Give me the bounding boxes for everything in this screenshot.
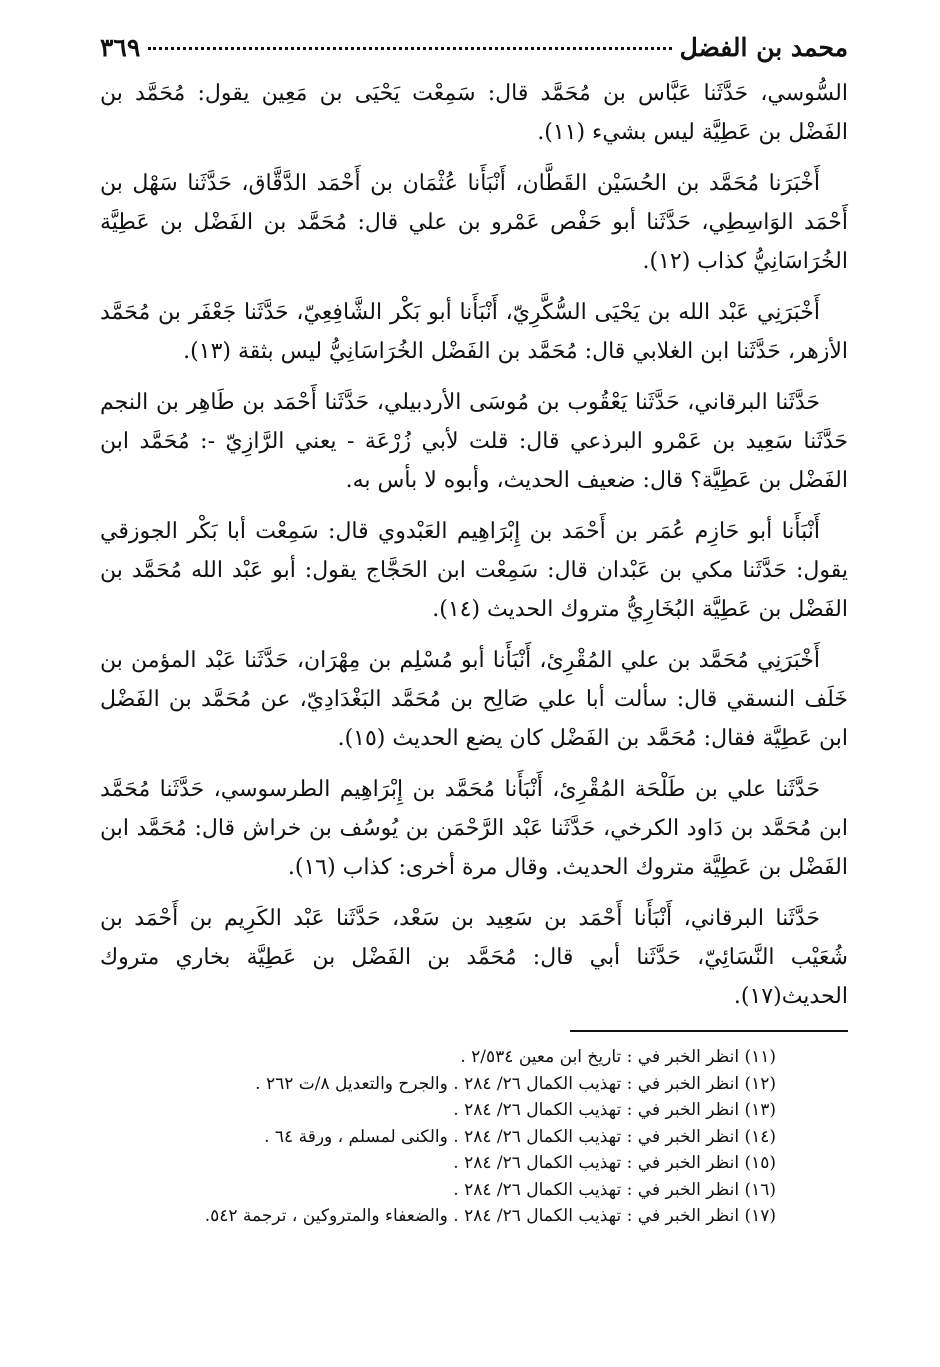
footnote-separator: [570, 1030, 848, 1032]
paragraph: حَدَّثَنا البرقاني، حَدَّثَنا يَعْقُوب بن مُوسَى الأردبيلي، حَدَّثَنا أَحْمَد بن طَاهِر بن النجم حَدَّثَنا سَعِيد بن عَمْرو البرذعي قال: قلت لأبي زُرْعَة - يعني الرَّازِيّ -: مُحَمَّد ابن الفَضْل بن عَطِيَّة؟ قال: ضعيف الحديث، وأبوه لا بأس به.: [100, 390, 848, 493]
running-title: محمد بن الفضل: [679, 33, 848, 62]
paragraph: أَخْبَرَنا مُحَمَّد بن الحُسَيْن القَطَّان، أَنْبَأَنا عُثْمَان بن أَحْمَد الدَّقَّاق، حَدَّثَنا سَهْل بن أَحْمَد الوَاسِطِي، حَدَّثَنا أبو حَفْص عَمْرو بن علي قال: مُحَمَّد بن الفَضْل بن عَطِيَّة الخُرَاسَانِيُّ كذاب (١٢).: [100, 171, 848, 274]
paragraph: حَدَّثَنا علي بن طَلْحَة المُقْرِئ، أَنْبَأَنا مُحَمَّد بن إِبْرَاهِيم الطرسوسي، حَدَّثَنا مُحَمَّد ابن مُحَمَّد بن دَاود الكرخي، حَدَّثَنا عَبْد الرَّحْمَن بن يُوسُف بن خراش قال: مُحَمَّد ابن الفَضْل بن عَطِيَّة متروك الحديث. وقال مرة أخرى: كذاب (١٦).: [100, 777, 848, 880]
paragraph: أَخْبَرَنِي عَبْد الله بن يَحْيَى السُّكَّرِيّ، أَنْبَأَنا أبو بَكْر الشَّافِعِيّ، حَدَّثَنا جَعْفَر بن مُحَمَّد الأزهر، حَدَّثَنا ابن الغلابي قال: مُحَمَّد بن الفَضْل الخُرَاسَانِيُّ ليس بثقة (١٣).: [100, 300, 848, 364]
footnote: (١١) انظر الخبر في : تاريخ ابن معين ٢/٥٣٤ .: [460, 1047, 776, 1067]
main-text: [100, 74, 848, 1016]
page-header: [100, 28, 848, 72]
footnotes: [100, 1044, 848, 1230]
paragraph: حَدَّثَنا البرقاني، أَنْبَأَنا أَحْمَد بن سَعِيد بن سَعْد، حَدَّثَنا عَبْد الكَرِيم بن أَحْمَد بن شُعَيْب النَّسَائِيّ، حَدَّثَنا أبي قال: مُحَمَّد بن الفَضْل بن عَطِيَّة بخاري متروك الحديث(١٧).: [100, 906, 848, 1009]
paragraph: السُّوسي، حَدَّثَنا عَبَّاس بن مُحَمَّد قال: سَمِعْت يَحْيَى بن مَعِين يقول: مُحَمَّد بن الفَضْل بن عَطِيَّة ليس بشيء (١١).: [100, 81, 848, 145]
footnote: (١٣) انظر الخبر في : تهذيب الكمال ٢٦/ ٢٨٤ .: [453, 1100, 776, 1120]
footnote: (١٥) انظر الخبر في : تهذيب الكمال ٢٦/ ٢٨٤ .: [453, 1153, 776, 1173]
footnote: (١٢) انظر الخبر في : تهذيب الكمال ٢٦/ ٢٨٤ . والجرح والتعديل ٨/ت ٢٦٢ .: [255, 1073, 776, 1094]
paragraph: أَخْبَرَنِي مُحَمَّد بن علي المُقْرِئ، أَنْبَأَنا أبو مُسْلِم بن مِهْرَان، حَدَّثَنا عَبْد المؤمن بن خَلَف النسقي قال: سألت أبا علي صَالِح بن مُحَمَّد البَغْدَادِيّ، عن مُحَمَّد بن الفَضْل ابن عَطِيَّة فقال: مُحَمَّد بن الفَضْل كان يضع الحديث (١٥).: [100, 648, 848, 751]
paragraph: أَنْبَأَنا أبو حَازِم عُمَر بن أَحْمَد بن إِبْرَاهِيم العَبْدوي قال: سَمِعْت أبا بَكْر الجوزقي يقول: حَدَّثَنا مكي بن عَبْدان قال: سَمِعْت ابن الحَجَّاج يقول: أبو عَبْد الله مُحَمَّد بن الفَضْل بن عَطِيَّة البُخَارِيُّ متروك الحديث (١٤).: [100, 519, 848, 622]
footnote: (١٦) انظر الخبر في : تهذيب الكمال ٢٦/ ٢٨٤ .: [453, 1179, 776, 1200]
dotted-leader: [148, 47, 671, 50]
footnote: (١٤) انظر الخبر في : تهذيب الكمال ٢٦/ ٢٨٤ . والكنى لمسلم ، ورقة ٦٤ .: [264, 1126, 776, 1147]
footnote: (١٧) انظر الخبر في : تهذيب الكمال ٢٦/ ٢٨٤ . والضعفاء والمتروكين ، ترجمة ٥٤٢.: [204, 1206, 776, 1226]
book-page: [100, 28, 848, 1230]
page-number: ٣٦٩: [100, 33, 141, 62]
